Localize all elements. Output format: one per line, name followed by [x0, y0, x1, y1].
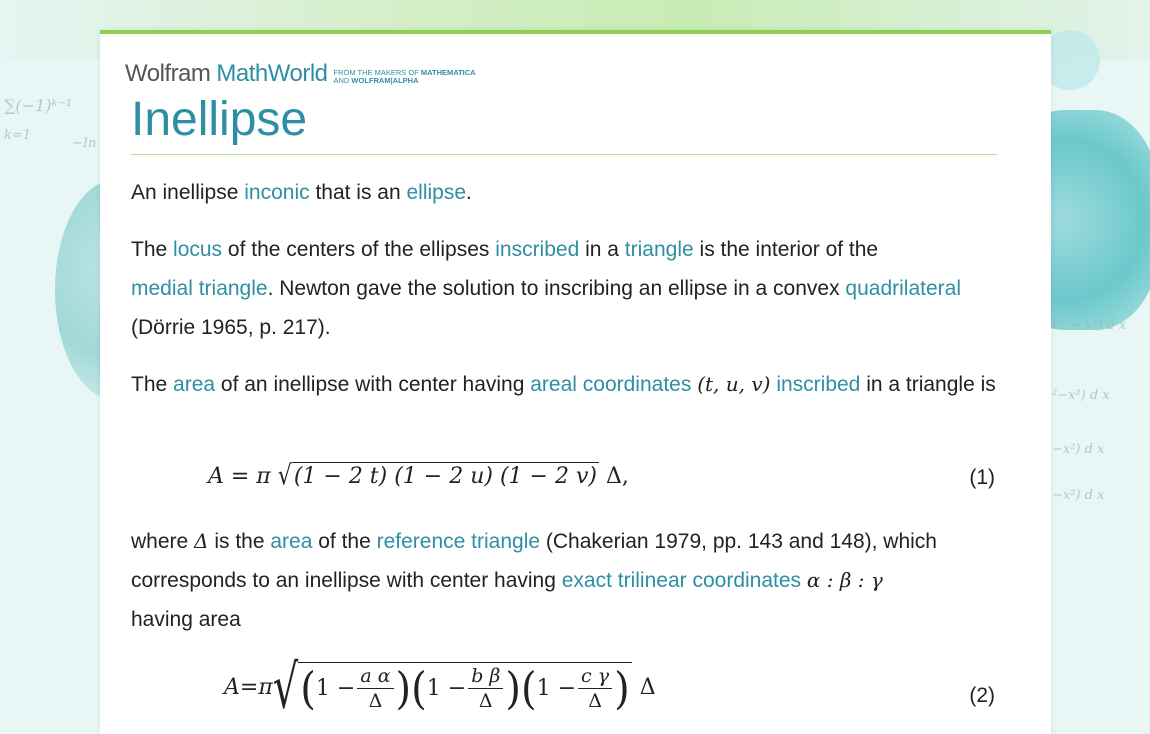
page-title: Inellipse [131, 93, 308, 146]
link-area-2[interactable]: area [270, 530, 313, 553]
link-medial-triangle[interactable]: medial triangle [131, 277, 268, 300]
link-quadrilateral[interactable]: quadrilateral [845, 277, 961, 300]
paragraph-area: The area of an inellipse with center having areal coordinates (t, u, v) inscribed in a triangle is [131, 372, 996, 396]
background-formula: −In [72, 136, 97, 151]
logo-mathworld-text: MathWorld [216, 60, 328, 87]
logo-tagline [334, 69, 476, 88]
equation-1-body [208, 460, 629, 493]
logo-wolfram-text: Wolfram [125, 60, 211, 87]
paragraph-locus: The locus of the centers of the ellipses inscribed in a triangle is the interior of the medial triangle. Newton gave the solution to inscribing an ellipse in a convex quadrilateral (Dörrie 1965, p. 217). [131, 238, 961, 339]
sqrt-symbol: √(1 − 2 t) (1 − 2 u) (1 − 2 v) [277, 460, 597, 493]
mathworld-logo[interactable] [125, 60, 476, 88]
equation-2 [100, 653, 1051, 732]
article-card [100, 30, 1051, 734]
paragraph-definition: An inellipse inconic that is an ellipse. [131, 181, 472, 204]
math-areal-tuple: (t, u, v) [697, 372, 771, 396]
eq2-one-minus: 1 − [536, 676, 577, 701]
tagline-mathematica: MATHEMATICA [420, 68, 476, 77]
link-inscribed[interactable]: inscribed [495, 238, 580, 261]
paragraph-trilinear: where Δ is the area of the reference triangle (Chakerian 1979, pp. 143 and 148), which corresponds to an inellipse with center having exact trilinear coordinates α : β : γ having area [131, 529, 937, 631]
link-areal-coordinates[interactable]: areal coordinates [530, 373, 692, 396]
eq1-radicand: (1 − 2 t) (1 − 2 u) (1 − 2 v) [293, 464, 597, 489]
background-formula: k=1 [4, 128, 32, 143]
equation-2-body [224, 653, 656, 722]
equation-2-number: (2) [969, 684, 995, 707]
sqrt-symbol: √ ( 1 − $\frac{\text{a α}}{\Delta}$ ) ( 1 − $\frac{\text{b β}}{\Delta}$ ) ( 1 − $\frac{\text{c γ}}{\Delta}$ ) [272, 653, 630, 722]
eq2-one-minus: 1 − [426, 676, 467, 701]
link-reference-triangle[interactable]: reference triangle [376, 530, 541, 553]
link-inconic[interactable]: inconic [244, 181, 310, 204]
eq1-rhs: Δ, [605, 464, 629, 489]
eq2-fraction-2: $\frac{\text{b β}}{\Delta}$ [468, 664, 503, 713]
math-delta: Δ [194, 529, 209, 553]
eq2-fraction-3: $\frac{\text{c γ}}{\Delta}$ [578, 664, 612, 713]
background-formula: b² − x²) d x [1052, 318, 1127, 333]
title-divider [131, 154, 997, 155]
tagline-text: FROM THE MAKERS OF [333, 68, 421, 77]
eq2-rhs: Δ [639, 675, 656, 700]
eq2-one-minus: 1 − [315, 676, 356, 701]
tagline-text: AND [333, 76, 352, 85]
background-formula: −x²) d x [1052, 442, 1105, 457]
tagline-wolframalpha: WOLFRAM|ALPHA [351, 76, 419, 85]
link-area[interactable]: area [173, 373, 216, 396]
link-triangle[interactable]: triangle [624, 238, 694, 261]
eq2-lhs: A=π [224, 675, 273, 700]
link-exact-trilinear-coordinates[interactable]: exact trilinear coordinates [561, 569, 802, 592]
background-formula: ²−x²) d x [1052, 388, 1110, 403]
math-trilinear-tuple: α : β : γ [806, 568, 883, 592]
eq1-lhs: A = π [208, 464, 271, 489]
background-formula: −x²) d x [1052, 488, 1105, 503]
equation-1 [100, 456, 1051, 506]
equation-1-number: (1) [969, 466, 995, 489]
eq2-fraction-1: $\frac{\text{a α}}{\Delta}$ [357, 664, 393, 713]
link-inscribed-2[interactable]: inscribed [776, 373, 861, 396]
link-ellipse[interactable]: ellipse [406, 181, 467, 204]
background-formula: ∑(−1)ᵏ⁻¹ [4, 96, 73, 115]
link-locus[interactable]: locus [173, 238, 223, 261]
